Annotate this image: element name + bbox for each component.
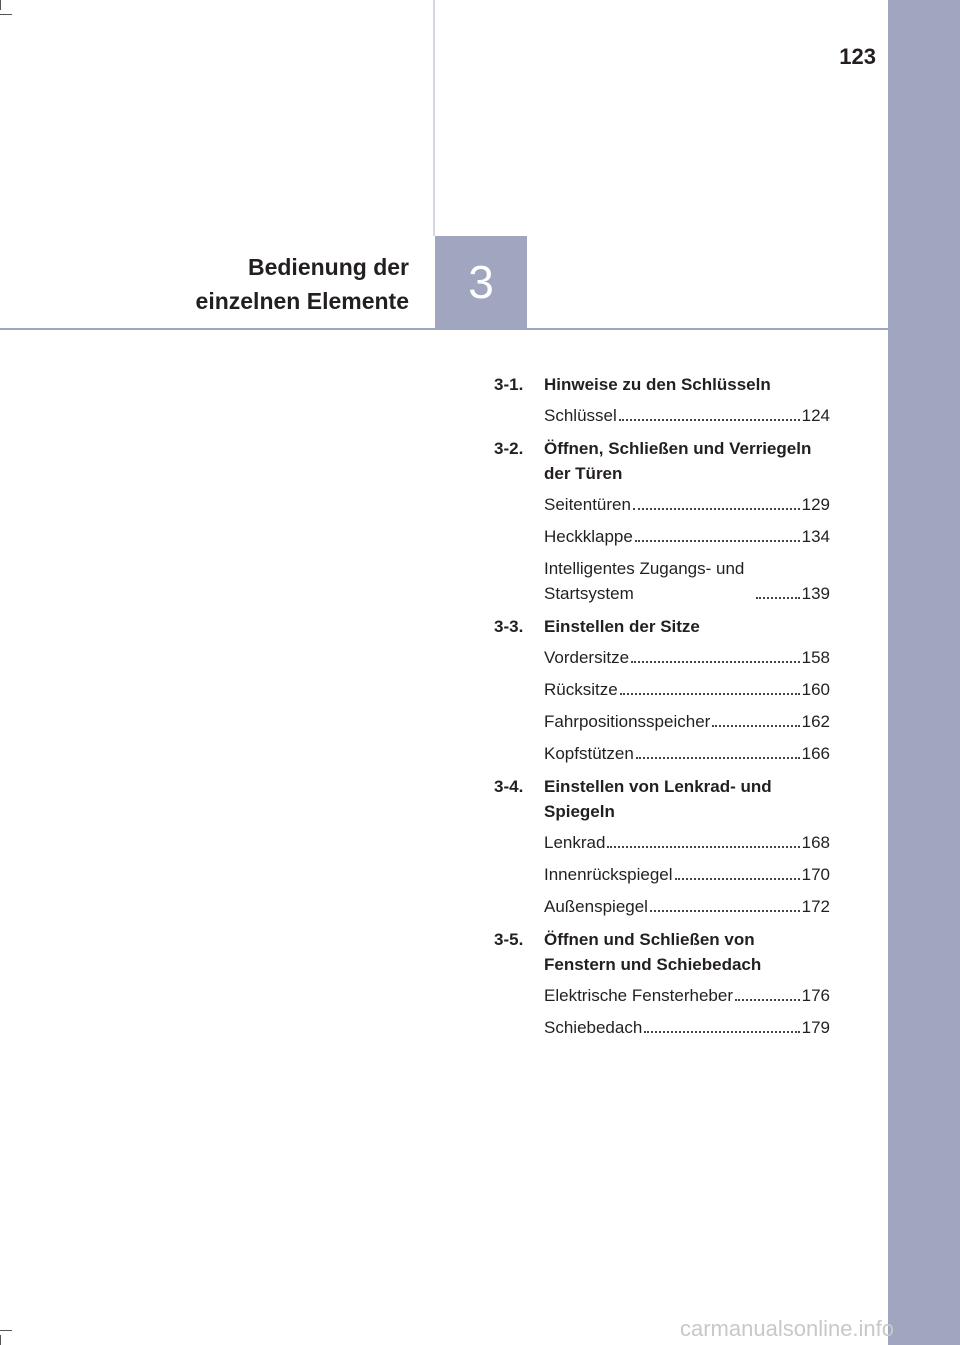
toc-entry-title: Rücksitze: [544, 680, 618, 699]
leader-dots: [650, 910, 800, 912]
chapter-number: 3: [468, 256, 494, 308]
page-number: 123: [839, 44, 876, 69]
toc-entry-page: 172: [801, 897, 830, 916]
toc-entry-title: Kopfstützen: [544, 744, 634, 763]
toc-section-title: Öffnen und Schließen von Fenstern und Schiebedach: [544, 930, 762, 974]
toc-section-title: Öffnen, Schließen und Verriegeln der Türen: [544, 439, 812, 483]
leader-dots: [636, 757, 800, 759]
leader-dots: [712, 725, 799, 727]
leader-dots: [633, 508, 800, 510]
toc-entry-page: 158: [801, 648, 830, 667]
toc-section-heading[interactable]: [494, 436, 830, 486]
toc-section-number: 3-5.: [494, 930, 524, 949]
toc-entry[interactable]: [544, 983, 830, 1008]
crop-mark: [0, 1335, 1, 1345]
toc-entry[interactable]: [544, 524, 830, 549]
chapter-title-line1: Bedienung der: [247, 254, 409, 280]
leader-dots: [756, 597, 800, 599]
chapter-number-box: [435, 236, 527, 328]
toc-entry-title: Innenrückspiegel: [544, 865, 673, 884]
toc-entry[interactable]: [544, 709, 830, 734]
leader-dots: [619, 419, 800, 421]
toc-entry-page: 168: [801, 833, 830, 852]
toc-entry-page: 162: [801, 712, 830, 731]
toc-entry-page: 124: [801, 406, 830, 425]
toc-entry-page: 129: [801, 495, 830, 514]
crop-mark: [0, 14, 12, 15]
toc-entry-page: 170: [801, 865, 830, 884]
toc-entry[interactable]: [544, 741, 830, 766]
toc-section: [494, 774, 830, 919]
toc-entry-title: Schiebedach: [544, 1018, 643, 1037]
toc-entry[interactable]: [544, 645, 830, 670]
toc-entry-title: Heckklappe: [544, 527, 633, 546]
toc-section-heading[interactable]: [494, 927, 830, 977]
leader-dots: [675, 878, 800, 880]
toc-entry[interactable]: [544, 403, 830, 428]
toc-section: [494, 927, 830, 1040]
chapter-side-tab: [888, 0, 960, 1345]
toc-section: [494, 436, 830, 606]
toc-entry-title: Seitentüren: [544, 495, 631, 514]
toc-entry[interactable]: [544, 556, 830, 606]
toc-entry-title: Intelligentes Zugangs- und Startsystem: [544, 559, 745, 603]
leader-dots: [635, 540, 800, 542]
toc-entry[interactable]: [544, 862, 830, 887]
toc-section-number: 3-3.: [494, 617, 524, 636]
leader-dots: [735, 999, 800, 1001]
chapter-title: [120, 250, 409, 318]
toc-entry-page: 139: [801, 584, 830, 603]
toc-section: [494, 372, 830, 428]
toc-entry[interactable]: [544, 492, 830, 517]
crop-mark: [0, 1330, 12, 1331]
toc-section-title: Einstellen der Sitze: [544, 617, 700, 636]
table-of-contents: [494, 372, 830, 1048]
toc-section-heading[interactable]: [494, 614, 830, 639]
leader-dots: [631, 661, 800, 663]
toc-entry-page: 134: [801, 527, 830, 546]
toc-entry-title: Fahrpositionsspeicher: [544, 712, 711, 731]
chapter-title-line2: einzelnen Elemente: [195, 288, 409, 314]
toc-entry-title: Außenspiegel: [544, 897, 648, 916]
leader-dots: [644, 1031, 799, 1033]
toc-section-heading[interactable]: [494, 372, 830, 397]
toc-entry-page: 176: [801, 986, 830, 1005]
toc-entry-title: Schlüssel: [544, 406, 617, 425]
toc-section-heading[interactable]: [494, 774, 830, 824]
crop-mark: [0, 0, 1, 10]
toc-entry-page: 179: [801, 1018, 830, 1037]
toc-section-title: Hinweise zu den Schlüsseln: [544, 375, 771, 394]
toc-section-title: Einstellen von Lenkrad- und Spiegeln: [544, 777, 772, 821]
header-divider-horizontal: [0, 328, 888, 330]
footer-watermark: carmanualsonline.info: [680, 1316, 895, 1341]
toc-section-number: 3-4.: [494, 777, 524, 796]
leader-dots: [620, 693, 800, 695]
toc-entry[interactable]: [544, 894, 830, 919]
toc-entry-page: 160: [801, 680, 830, 699]
toc-entry[interactable]: [544, 1015, 830, 1040]
toc-entry-title: Elektrische Fensterheber: [544, 986, 733, 1005]
toc-entry-title: Vordersitze: [544, 648, 630, 667]
toc-entry[interactable]: [544, 677, 830, 702]
leader-dots: [607, 846, 799, 848]
toc-entry-page: 166: [801, 744, 830, 763]
toc-entry[interactable]: [544, 830, 830, 855]
header-divider-vertical: [433, 0, 435, 236]
toc-section: [494, 614, 830, 766]
toc-section-number: 3-2.: [494, 439, 524, 458]
toc-section-number: 3-1.: [494, 375, 524, 394]
toc-entry-title: Lenkrad: [544, 833, 606, 852]
